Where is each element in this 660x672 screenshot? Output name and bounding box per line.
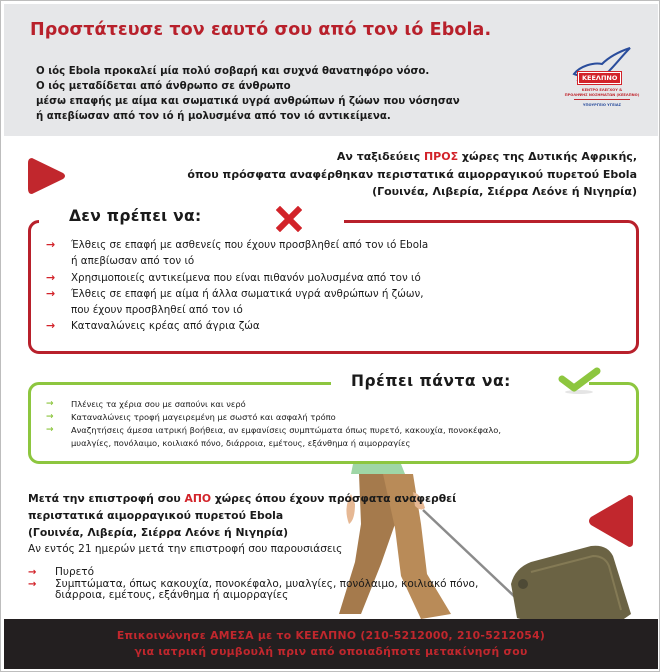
item-text: που έχουν προσβληθεί από τον ιό bbox=[71, 304, 243, 317]
logo-text: ΠΡΟΛΗΨΗΣ ΝΟΣΗΜΑΤΩΝ (ΚΕΕΛΠΝΟ) bbox=[564, 93, 640, 97]
item-text: διάρροια, εμέτους, εξάνθημα ή αιμορραγίες bbox=[55, 589, 289, 601]
logo-badge: ΚΕΕΛΠΝΟ bbox=[578, 72, 621, 84]
footer-line: για ιατρική συμβουλή πριν από οποιαδήποτε μετακίνησή σου bbox=[134, 645, 528, 658]
intro-line: Ο ιός Ebola προκαλεί μία πολύ σοβαρή και συχνά θανατηφόρο νόσο. bbox=[36, 66, 430, 77]
arrow-right-icon: → bbox=[46, 412, 54, 422]
must-list bbox=[46, 398, 501, 450]
travel-to-line: (Γουινέα, Λιβερία, Σιέρρα Λεόνε ή Νιγηρία) bbox=[372, 185, 637, 198]
logo-text: ΚΕΝΤΡΟ ΕΛΕΓΧΟΥ & bbox=[581, 88, 623, 92]
arrow-right-icon: → bbox=[46, 399, 54, 409]
item-text: Έλθεις σε επαφή με ασθενείς που έχουν προσβληθεί από τον ιό Ebola bbox=[71, 239, 429, 251]
item-text: Αναζητήσεις άμεσα ιατρική βοήθεια, αν εμφανίσεις συμπτώματα όπως πυρετό, κακουχία, πονοκέφαλο, bbox=[71, 425, 502, 435]
list-item bbox=[28, 579, 478, 602]
footer-line: Επικοινώνησε ΑΜΕΣΑ με το ΚΕΕΛΠΝΟ (210-5212000, 210-5212054) bbox=[116, 629, 546, 642]
travel-to-line: όπου πρόσφατα αναφέρθηκαν περιστατικά αιμορραγικού πυρετού Ebola bbox=[187, 167, 637, 181]
text: Μετά την επιστροφή σου bbox=[28, 492, 185, 505]
text: Αν ταξιδεύεις bbox=[336, 150, 424, 163]
intro-line: Ο ιός μεταδίδεται από άνθρωπο σε άνθρωπο bbox=[36, 81, 291, 92]
check-icon bbox=[557, 365, 603, 395]
dont-list bbox=[46, 237, 428, 335]
list-item bbox=[46, 424, 501, 450]
highlight-from: ΑΠΟ bbox=[184, 492, 212, 505]
dont-title: Δεν πρέπει να: bbox=[69, 207, 202, 225]
arrow-right-icon: → bbox=[46, 319, 56, 333]
travel-to-line bbox=[187, 148, 637, 166]
list-item bbox=[46, 286, 428, 319]
item-text: Πυρετό bbox=[55, 566, 95, 578]
return-from-text bbox=[28, 490, 456, 541]
text: χώρες όπου έχουν πρόσφατα αναφερθεί bbox=[211, 492, 457, 505]
arrow-right-icon: → bbox=[28, 578, 37, 590]
symptoms-list bbox=[28, 567, 478, 602]
list-item bbox=[46, 411, 501, 424]
list-item bbox=[46, 398, 501, 411]
intro-line: ή απεβίωσαν από τον ιό ή μολυσμένα από τον ιό αντικείμενα. bbox=[36, 111, 391, 122]
item-text: Χρησιμοποιείς αντικείμενα που είναι πιθανόν μολυσμένα από τον ιό bbox=[71, 271, 421, 284]
list-item bbox=[28, 567, 478, 579]
return-line: περιστατικά αιμορραγικού πυρετού Ebola bbox=[28, 509, 284, 522]
item-text: Έλθεις σε επαφή με αίμα ή άλλα σωματικά υγρά ανθρώπων ή ζώων, bbox=[71, 287, 424, 300]
list-item bbox=[46, 270, 428, 286]
play-left-icon bbox=[587, 495, 635, 547]
arrow-right-icon: → bbox=[46, 238, 56, 251]
item-text: Πλένεις τα χέρια σου με σαπούνι και νερό bbox=[71, 399, 246, 409]
travel-to-text bbox=[187, 148, 637, 201]
highlight-to: ΠΡΟΣ bbox=[423, 150, 459, 163]
logo-ministry: ΥΠΟΥΡΓΕΙΟ ΥΓΕΙΑΣ bbox=[582, 103, 622, 107]
must-title: Πρέπει πάντα να: bbox=[351, 372, 511, 390]
play-right-icon bbox=[27, 155, 67, 197]
within-days-text: Αν εντός 21 ημερών μετά την επιστροφή σου παρουσιάσεις bbox=[28, 543, 343, 555]
item-text: Συμπτώματα, όπως κακουχία, πονοκέφαλο, μυαλγίες, πονόλαιμο, κοιλιακό πόνο, bbox=[55, 577, 479, 590]
item-text: ή απεβίωσαν από τον ιό bbox=[71, 255, 195, 268]
arrow-right-icon: → bbox=[46, 270, 56, 284]
item-text: μυαλγίες, πονόλαιμο, κοιλιακό πόνο, διάρροια, εμέτους, εξάνθημα ή αιμορραγίες bbox=[71, 438, 411, 448]
arrow-right-icon: → bbox=[46, 286, 56, 300]
page-title: Προστάτευσε τον εαυτό σου από τον ιό Ebola. bbox=[30, 20, 492, 40]
list-item bbox=[46, 318, 428, 334]
header-panel bbox=[4, 4, 658, 136]
intro-text bbox=[36, 64, 460, 124]
arrow-right-icon: → bbox=[46, 425, 54, 435]
return-line: (Γουινέα, Λιβερία, Σιέρρα Λεόνε ή Νιγηρία) bbox=[28, 526, 289, 539]
return-line bbox=[28, 490, 456, 507]
item-text: Καταναλώνεις κρέας από άγρια ζώα bbox=[71, 320, 260, 333]
text: χώρες της Δυτικής Αφρικής, bbox=[458, 150, 637, 163]
arrow-right-icon: → bbox=[28, 567, 37, 578]
contact-footer bbox=[4, 619, 658, 669]
x-icon bbox=[276, 206, 302, 232]
logo-divider bbox=[574, 99, 630, 100]
list-item bbox=[46, 237, 428, 270]
keelpno-logo bbox=[560, 46, 644, 118]
item-text: Καταναλώνεις τροφή μαγειρεμένη με σωστό και ασφαλή τρόπο bbox=[71, 412, 336, 422]
intro-line: μέσω επαφής με αίμα και σωματικά υγρά ανθρώπων ή ζώων που νόσησαν bbox=[36, 96, 460, 107]
